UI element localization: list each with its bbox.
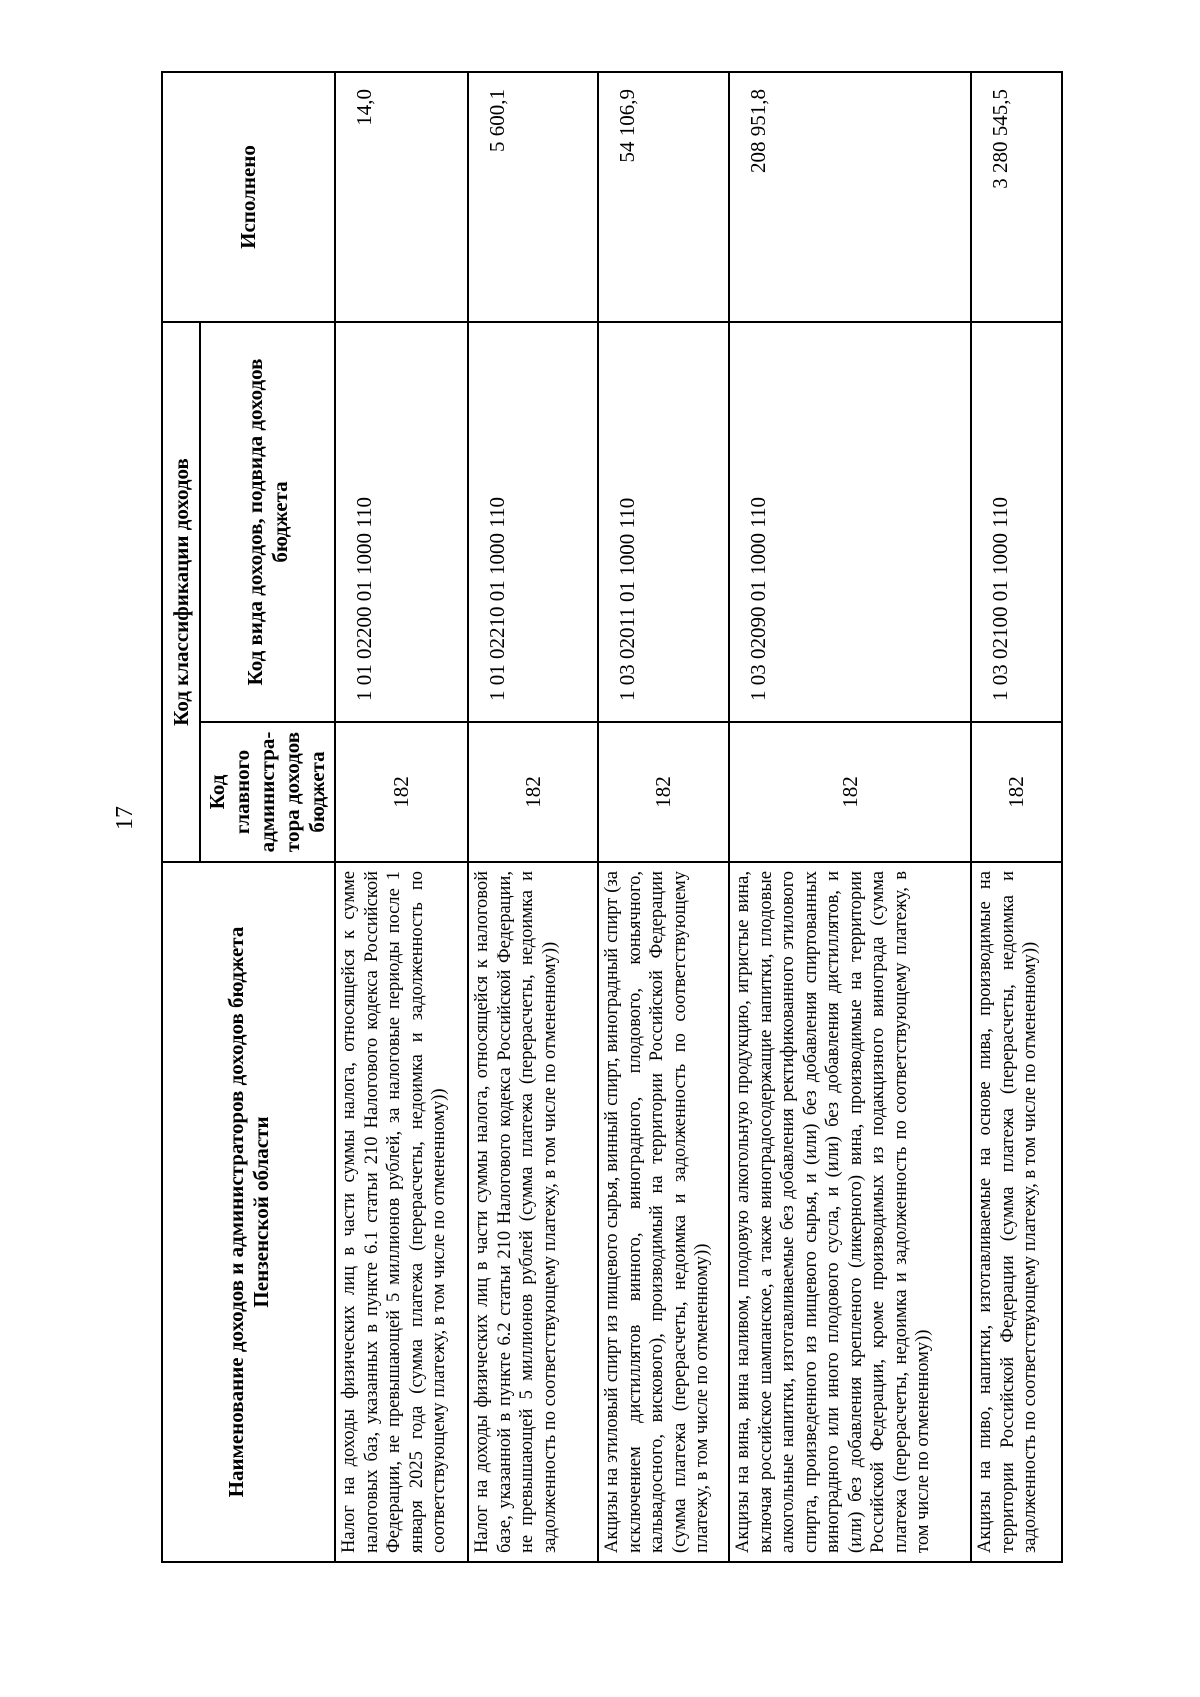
revenue-name-cell: Акцизы на пиво, напитки, изготавливаемые на основе пива, производимые на территории Российской Федерации (сумма платежа (перерасчеты, недоимка и задолженность по соответствующему платежу, в том числе по отмененному)): [971, 862, 1062, 1562]
table-row: [971, 72, 1062, 1562]
admin-code-cell: 182: [335, 722, 468, 862]
income-code-cell: 1 03 02090 01 1000 110: [729, 322, 971, 722]
header-executed: Исполнено: [162, 72, 335, 322]
revenue-name-cell: Акцизы на этиловый спирт из пищевого сырья, винный спирт, виноградный спирт (за исключением дистиллятов винного, виноградного, плодового, коньячного, кальвадосного, вискового), производимый на территории Российской Федерации (сумма платежа (перерасчеты, недоимка и задолженность по соответствующему платежу, в том числе по отмененному)): [598, 862, 729, 1562]
executed-amount-cell: 54 106,9: [598, 72, 729, 322]
admin-code-cell: 182: [971, 722, 1062, 862]
executed-amount-cell: 3 280 545,5: [971, 72, 1062, 322]
table-row: [335, 72, 468, 1562]
table-row: [468, 72, 598, 1562]
executed-amount-cell: 14,0: [335, 72, 468, 322]
income-code-cell: 1 03 02100 01 1000 110: [971, 322, 1062, 722]
revenue-name-cell: Акцизы на вина, вина наливом, плодовую алкогольную продукцию, игристые вина, включая российское шампанское, а также виноградосодержащие напитки, плодовые алкогольные напитки, изготавливаемые без добавления ректификованного этилового спирта, произведенного из пищевого сырья, и (или) без добавления спиртованных виноградного или иного плодового сусла, и (или) без добавления дистиллятов, и (или) без добавления крепленого (ликерного) вина, производимые на территории Российской Федерации, кроме производимых из подакцизного винограда (сумма платежа (перерасчеты, недоимка и задолженность по соответствующему платежу, в том числе по отмененному)): [729, 862, 971, 1562]
revenue-name-cell: Налог на доходы физических лиц в части суммы налога, относящейся к сумме налоговых баз, указанных в пункте 6.1 статьи 210 Налогового кодекса Российской Федерации, не превышающей 5 миллионов рублей, за налоговые периоды после 1 января 2025 года (сумма платежа (перерасчеты, недоимка и задолженность по соответствующему платежу, в том числе по отмененному)): [335, 862, 468, 1562]
revenue-table: [161, 71, 1063, 1563]
table-row: [729, 72, 971, 1562]
executed-amount-cell: 208 951,8: [729, 72, 971, 322]
admin-code-cell: 182: [729, 722, 971, 862]
header-income-type-code: Код вида доходов, подвида доходов бюджета: [200, 322, 335, 722]
income-code-cell: 1 03 02011 01 1000 110: [598, 322, 729, 722]
rotated-document-page: [112, 73, 1040, 1563]
income-code-cell: 1 01 02210 01 1000 110: [468, 322, 598, 722]
table-row: [598, 72, 729, 1562]
admin-code-cell: 182: [468, 722, 598, 862]
admin-code-cell: 182: [598, 722, 729, 862]
header-revenue-name: Наименование доходов и администраторов доходов бюджета Пензенской области: [162, 862, 335, 1562]
page-number: 17: [112, 806, 138, 830]
header-classification-group: Код классификации доходов: [162, 322, 200, 862]
header-admin-code: Код главного администра-тора доходов бюджета: [200, 722, 335, 862]
revenue-name-cell: Налог на доходы физических лиц в части суммы налога, относящейся к налоговой базе, указанной в пункте 6.2 статьи 210 Налогового кодекса Российской Федерации, не превышающей 5 миллионов рублей (сумма платежа (перерасчеты, недоимка и задолженность по соответствующему платежу, в том числе по отмененному)): [468, 862, 598, 1562]
executed-amount-cell: 5 600,1: [468, 72, 598, 322]
income-code-cell: 1 01 02200 01 1000 110: [335, 322, 468, 722]
